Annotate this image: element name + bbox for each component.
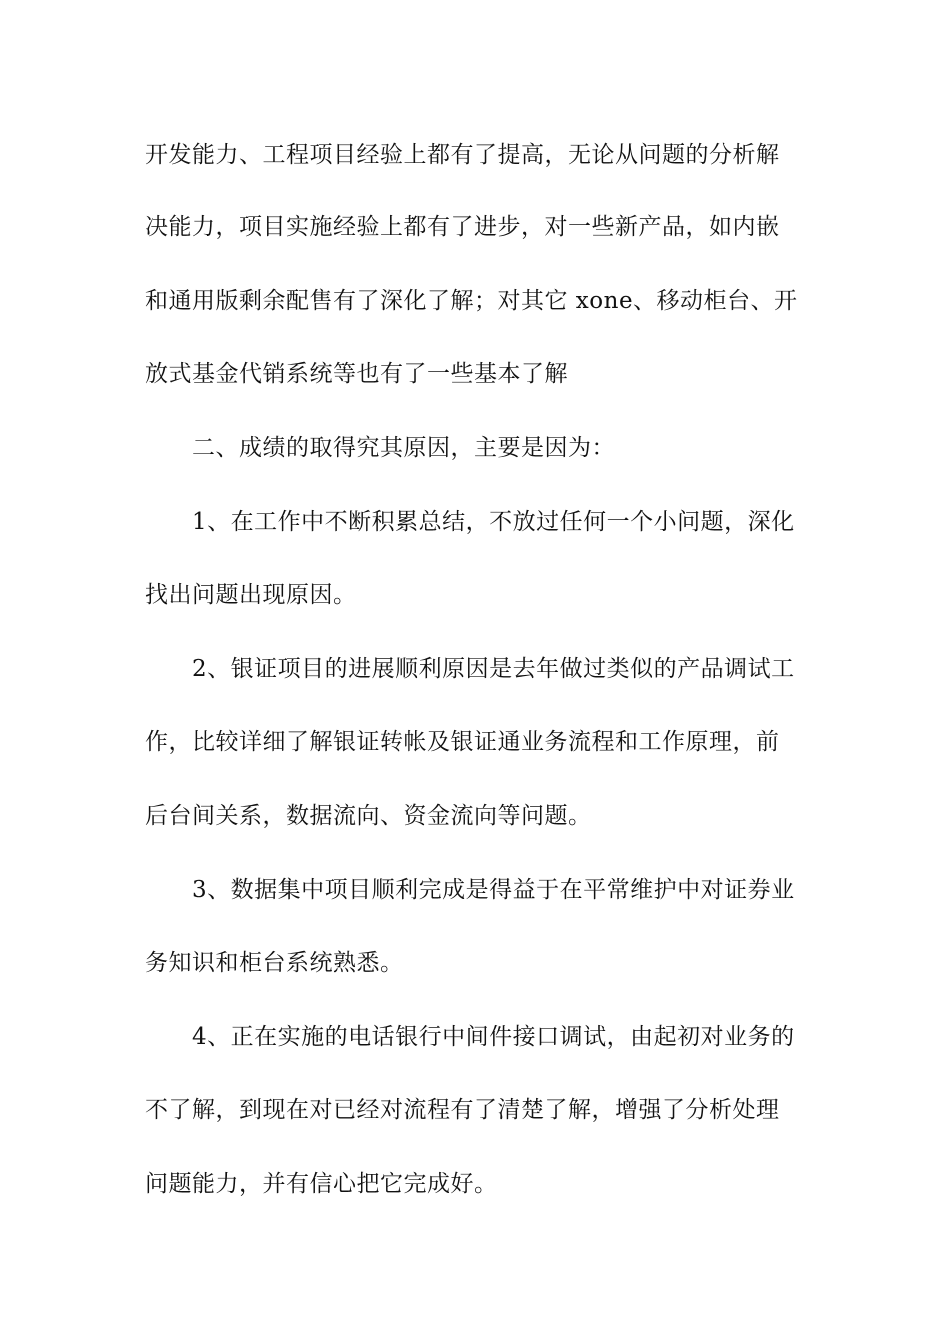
paragraph-1-line-3: 和通用版剩余配售有了深化了解；对其它 xone、移动柜台、开 [145,288,798,314]
item-3-line-1: 3、数据集中项目顺利完成是得益于在平常维护中对证券业 [192,877,795,903]
item-1-line-1: 1、在工作中不断积累总结，不放过任何一个小问题，深化 [192,509,795,535]
item-3-line-2: 务知识和柜台系统熟悉。 [145,950,404,976]
item-4-line-1: 4、正在实施的电话银行中间件接口调试，由起初对业务的 [192,1024,795,1050]
paragraph-1-line-2: 决能力，项目实施经验上都有了进步，对一些新产品，如内嵌 [145,214,780,240]
item-1-line-2: 找出问题出现原因。 [145,582,357,608]
paragraph-1-line-1: 开发能力、工程项目经验上都有了提高，无论从问题的分析解 [145,142,780,168]
item-2-line-2: 作，比较详细了解银证转帐及银证通业务流程和工作原理，前 [145,729,780,755]
section-heading: 二、成绩的取得究其原因，主要是因为： [192,435,615,461]
item-4-line-2: 不了解，到现在对已经对流程有了清楚了解，增强了分析处理 [145,1097,780,1123]
paragraph-1-line-4: 放式基金代销系统等也有了一些基本了解 [145,361,568,387]
item-4-line-3: 问题能力，并有信心把它完成好。 [145,1171,498,1197]
item-2-line-3: 后台间关系，数据流向、资金流向等问题。 [145,803,592,829]
item-2-line-1: 2、银证项目的进展顺利原因是去年做过类似的产品调试工 [192,656,795,682]
